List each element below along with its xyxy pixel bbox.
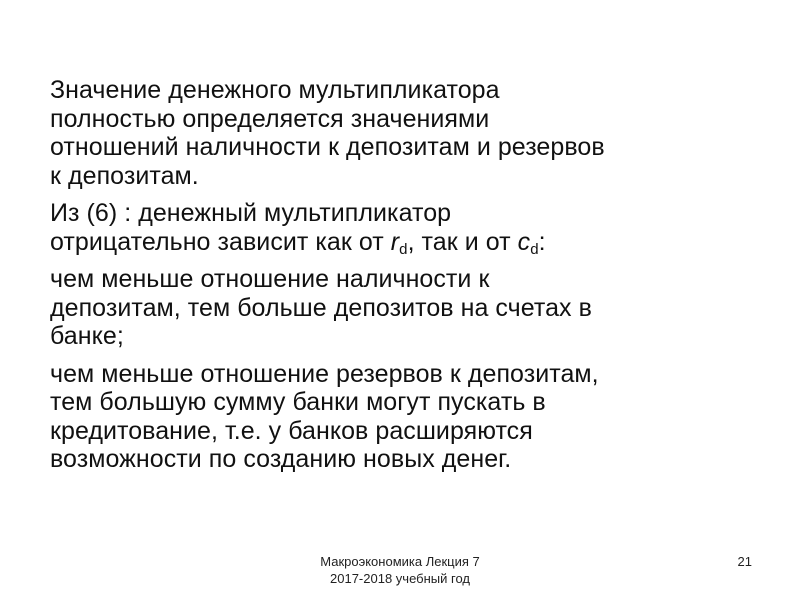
text-line: чем меньше отношение наличности к [50,265,490,293]
text-line: тем большую сумму банки могут пускать в [50,388,546,416]
variable-c-subscript: d [530,240,539,258]
text-line-with-variables [50,228,760,257]
slide-footer [250,553,550,587]
page-number: 21 [737,554,752,569]
text-line: Из (6) : денежный мультипликатор [50,199,452,227]
text-fragment: отрицательно зависит как от [50,227,391,256]
text-line: чем меньше отношение резервов к депозитам, [50,359,599,388]
paragraph-reserve-ratio [50,360,760,474]
text-line: к депозитам. [50,161,199,190]
variable-c: c [517,227,531,256]
paragraph-dependence [50,199,760,256]
text-line: полностью определяется значениями [50,104,490,133]
footer-academic-year: 2017-2018 учебный год [330,571,470,586]
text-line: кредитование, т.е. у банков расширяются [50,416,533,445]
text-line: отношений наличности к депозитам и резервов [50,133,605,161]
text-fragment: , так и от [407,227,518,256]
footer-course-title: Макроэкономика Лекция 7 [320,554,480,569]
text-line: Значение денежного мультипликатора [50,76,500,104]
text-fragment: : [538,227,546,256]
slide-body-text [50,76,760,483]
text-line: банке; [50,322,124,350]
paragraph-cash-ratio [50,265,760,351]
text-line: депозитам, тем больше депозитов на счетах в [50,293,592,322]
paragraph-multiplier-definition [50,76,760,190]
variable-r-subscript: d [399,240,408,258]
variable-r: r [390,227,400,256]
text-line: возможности по созданию новых денег. [50,445,512,473]
